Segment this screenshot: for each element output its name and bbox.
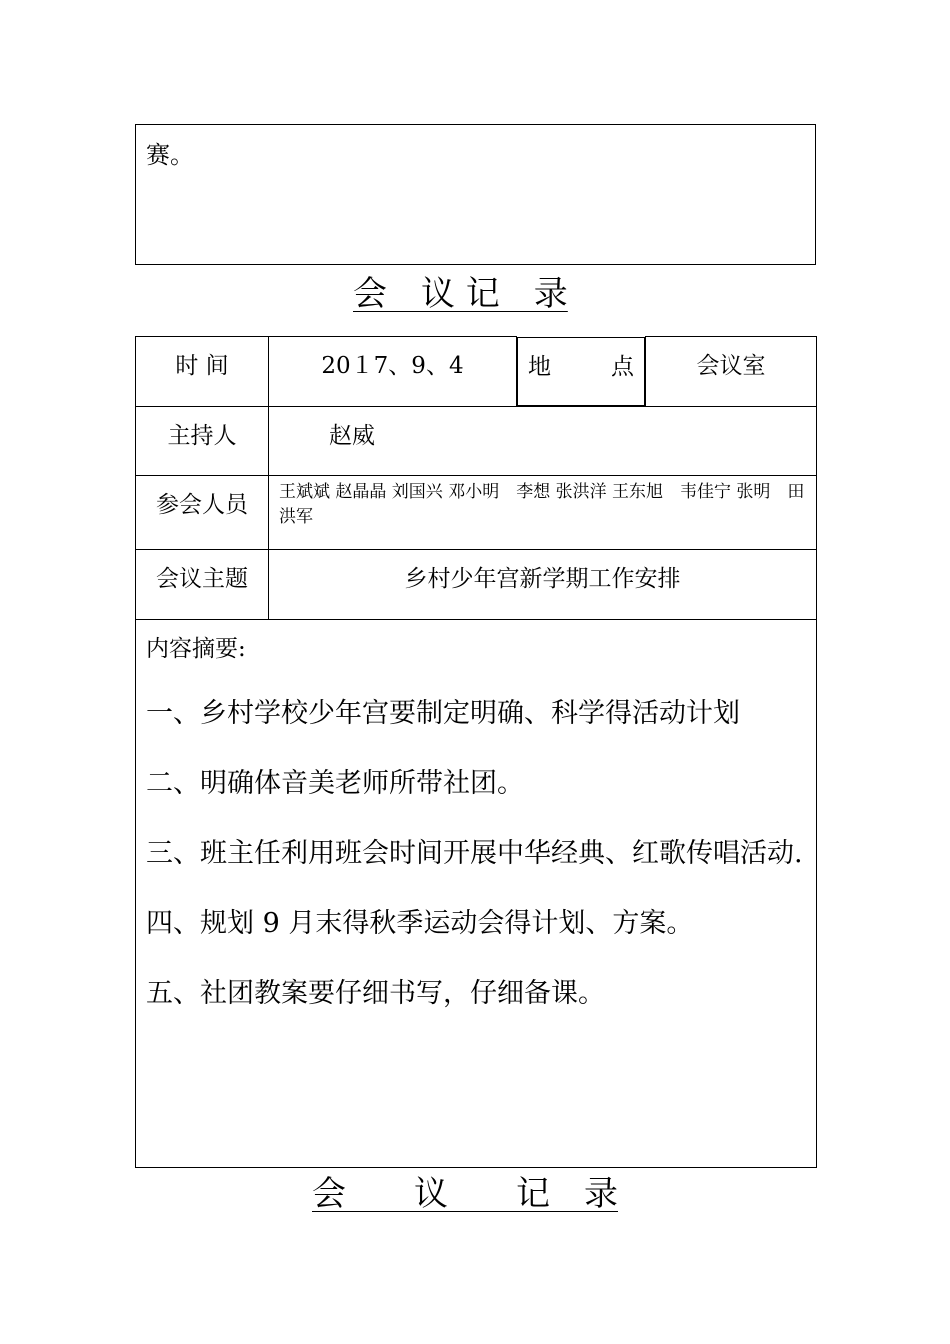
attendees-value: 王斌斌 赵晶晶 刘国兴 邓小明 李想 张洪洋 王东旭 韦佳宁 张明 田洪军 bbox=[269, 475, 817, 549]
summary-item: 三、班主任利用班会时间开展中华经典、红歌传唱活动. bbox=[146, 837, 803, 869]
host-value: 赵威 bbox=[269, 406, 817, 475]
previous-section-box bbox=[135, 124, 816, 265]
summary-row bbox=[136, 619, 817, 1167]
host-row bbox=[136, 406, 817, 475]
topic-label: 会议主题 bbox=[136, 549, 269, 619]
meeting-record-title: 会 议 记 录 bbox=[353, 274, 568, 314]
topic-row bbox=[136, 549, 817, 619]
summary-item: 二、明确体音美老师所带社团。 bbox=[146, 767, 524, 799]
summary-item: 一、乡村学校少年宫要制定明确、科学得活动计划 bbox=[146, 697, 740, 729]
place-value: 会议室 bbox=[646, 337, 817, 407]
place-label-part1: 地 bbox=[528, 353, 551, 380]
place-label bbox=[517, 337, 645, 406]
topic-value: 乡村少年宫新学期工作安排 bbox=[269, 549, 817, 619]
host-label: 主持人 bbox=[136, 406, 269, 475]
summary-item: 五、社团教案要仔细书写，仔细备课。 bbox=[146, 977, 605, 1009]
meeting-record-table bbox=[135, 336, 817, 1168]
attendees-row bbox=[136, 475, 817, 549]
attendees-label: 参会人员 bbox=[136, 475, 269, 549]
meeting-record-title-next: 会 议 记 录 bbox=[312, 1174, 618, 1214]
previous-section-text: 赛。 bbox=[146, 141, 194, 169]
summary-cell bbox=[136, 619, 817, 1167]
summary-label: 内容摘要: bbox=[146, 635, 246, 662]
place-label-part2: 点 bbox=[611, 353, 634, 380]
time-label: 时 间 bbox=[136, 337, 269, 407]
time-place-row bbox=[136, 337, 817, 407]
summary-item: 四、规划 9 月末得秋季运动会得计划、方案。 bbox=[146, 907, 694, 939]
time-value: 20１7、9、4 bbox=[269, 337, 517, 407]
